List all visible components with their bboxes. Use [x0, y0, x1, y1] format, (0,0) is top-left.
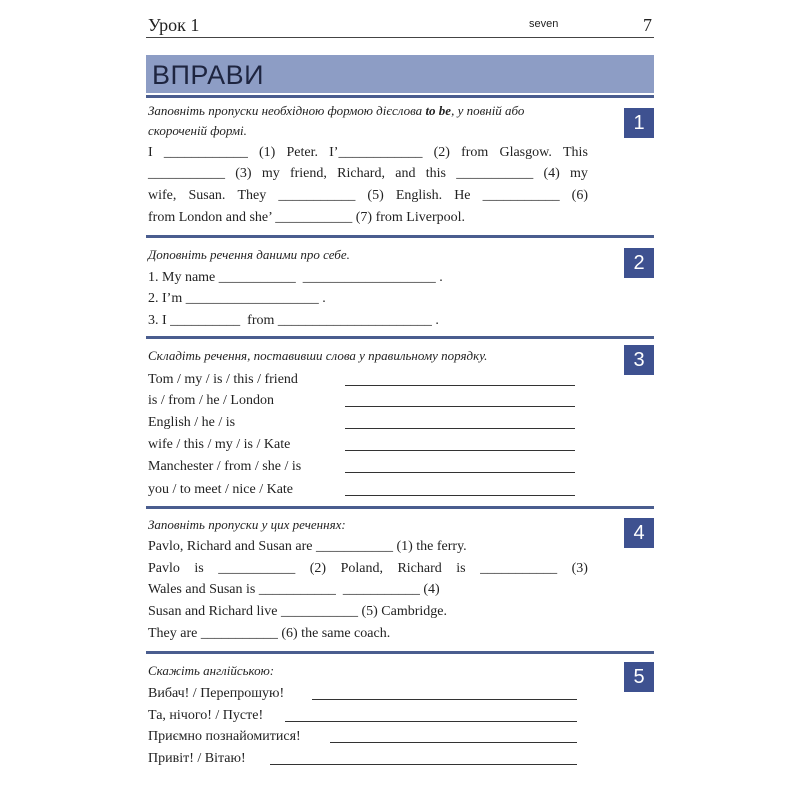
word: Susan. — [188, 188, 226, 203]
word: Richard, — [337, 166, 385, 181]
exercise-4-line: Susan and Richard live ___________ (5) Cambridge. — [148, 604, 448, 619]
word: (3) — [235, 166, 252, 181]
exercise-divider — [146, 235, 654, 238]
exercise-4-instruction: Заповніть пропуски у цих реченнях: — [148, 517, 346, 532]
exercise-2-line: 1. My name ___________ ___________________ . — [148, 270, 443, 285]
answer-line — [285, 721, 577, 722]
header-rule — [146, 37, 654, 38]
exercise-1-line — [148, 164, 588, 184]
exercise-divider — [146, 95, 654, 98]
exercise-3-prompt: wife / this / my / is / Kate — [148, 437, 291, 452]
answer-line — [270, 764, 577, 765]
exercise-4-line: Pavlo, Richard and Susan are ___________ (1) the ferry. — [148, 539, 467, 554]
word: Peter. — [286, 145, 318, 160]
exercise-3-prompt: Manchester / from / she / is — [148, 459, 302, 474]
exercise-5-prompt: Приємно познайомитися! — [148, 729, 301, 744]
word: ___________ — [480, 561, 558, 576]
exercise-2-instruction: Доповніть речення даними про себе. — [148, 247, 350, 262]
exercise-4-line: Wales and Susan is ___________ ___________ (4) — [148, 582, 440, 597]
word: He — [454, 188, 471, 203]
word: (4) — [543, 166, 560, 181]
instruction-text: Заповніть пропуски необхідною формою дієслова — [148, 103, 426, 118]
word: (5) — [367, 188, 384, 203]
exercise-2-line: 2. I’m ___________________ . — [148, 291, 326, 306]
word: I — [148, 145, 153, 160]
instruction-text: скороченій формі. — [148, 123, 247, 138]
word: ___________ — [148, 166, 225, 181]
instruction-bold: to be — [425, 103, 452, 118]
word: wife, — [148, 188, 177, 203]
word: (1) — [258, 145, 276, 160]
word: Glasgow. — [499, 145, 552, 160]
word: (2) — [309, 561, 327, 576]
exercise-1-instruction — [148, 101, 608, 141]
answer-line — [345, 385, 575, 386]
word: my — [261, 166, 280, 181]
word: from — [461, 145, 489, 160]
exercise-5-instruction: Скажіть англійською: — [148, 663, 275, 678]
word: and — [395, 166, 416, 181]
answer-line — [345, 495, 575, 496]
word: (6) — [571, 188, 588, 203]
exercise-divider — [146, 506, 654, 509]
lesson-title: Урок 1 — [148, 15, 200, 35]
section-banner — [146, 55, 654, 93]
exercise-number-badge: 1 — [624, 108, 654, 138]
exercise-2-line: 3. I __________ from ______________________ . — [148, 313, 439, 328]
exercise-3-prompt: you / to meet / nice / Kate — [148, 482, 294, 497]
page-header — [146, 12, 654, 38]
word: ___________ — [278, 188, 356, 203]
exercise-1-line: from London and she’ ___________ (7) from Liverpool. — [148, 210, 466, 225]
exercise-5-prompt: Привіт! / Вітаю! — [148, 751, 246, 766]
page-number: 7 — [643, 15, 652, 35]
answer-line — [345, 428, 575, 429]
exercise-1-line — [148, 143, 588, 163]
answer-line — [330, 742, 577, 743]
exercise-number-badge: 3 — [624, 345, 654, 375]
exercise-5-prompt: Вибач! / Перепрошую! — [148, 686, 285, 701]
banner-title: ВПРАВИ — [152, 60, 265, 90]
word: ____________ — [163, 145, 248, 160]
word: (2) — [433, 145, 450, 160]
word: is — [194, 561, 204, 576]
word: ___________ — [482, 188, 560, 203]
word: my — [570, 166, 588, 181]
word: Poland, — [340, 561, 383, 576]
exercise-4-line: They are ___________ (6) the same coach. — [148, 626, 391, 641]
exercise-5-prompt: Та, нічого! / Пусте! — [148, 708, 264, 723]
answer-line — [312, 699, 577, 700]
word: Richard — [397, 561, 442, 576]
exercise-3-prompt: is / from / he / London — [148, 393, 274, 408]
exercise-divider — [146, 336, 654, 339]
exercise-number-badge: 5 — [624, 662, 654, 692]
exercise-number-badge: 2 — [624, 248, 654, 278]
word: They — [237, 188, 267, 203]
page-name: seven — [529, 18, 559, 30]
exercise-number-badge: 4 — [624, 518, 654, 548]
word: (3) — [571, 561, 588, 576]
word: ___________ — [218, 561, 296, 576]
word: friend, — [289, 166, 327, 181]
exercise-divider — [146, 651, 654, 654]
answer-line — [345, 406, 575, 407]
answer-line — [345, 472, 575, 473]
word: this — [425, 166, 446, 181]
exercise-3-prompt: Tom / my / is / this / friend — [148, 372, 298, 387]
word: Pavlo — [148, 561, 180, 576]
exercise-3-prompt: English / he / is — [148, 415, 236, 430]
word: English. — [395, 188, 443, 203]
exercise-3-instruction: Складіть речення, поставивши слова у правильному порядку. — [148, 348, 488, 363]
word: I’____________ — [329, 145, 423, 160]
answer-line — [345, 450, 575, 451]
instruction-text: , у повній або — [451, 103, 525, 118]
word: ___________ — [456, 166, 534, 181]
word: This — [563, 145, 588, 160]
exercise-1-line — [148, 186, 588, 206]
word: is — [456, 561, 466, 576]
exercise-4-line — [148, 559, 588, 579]
